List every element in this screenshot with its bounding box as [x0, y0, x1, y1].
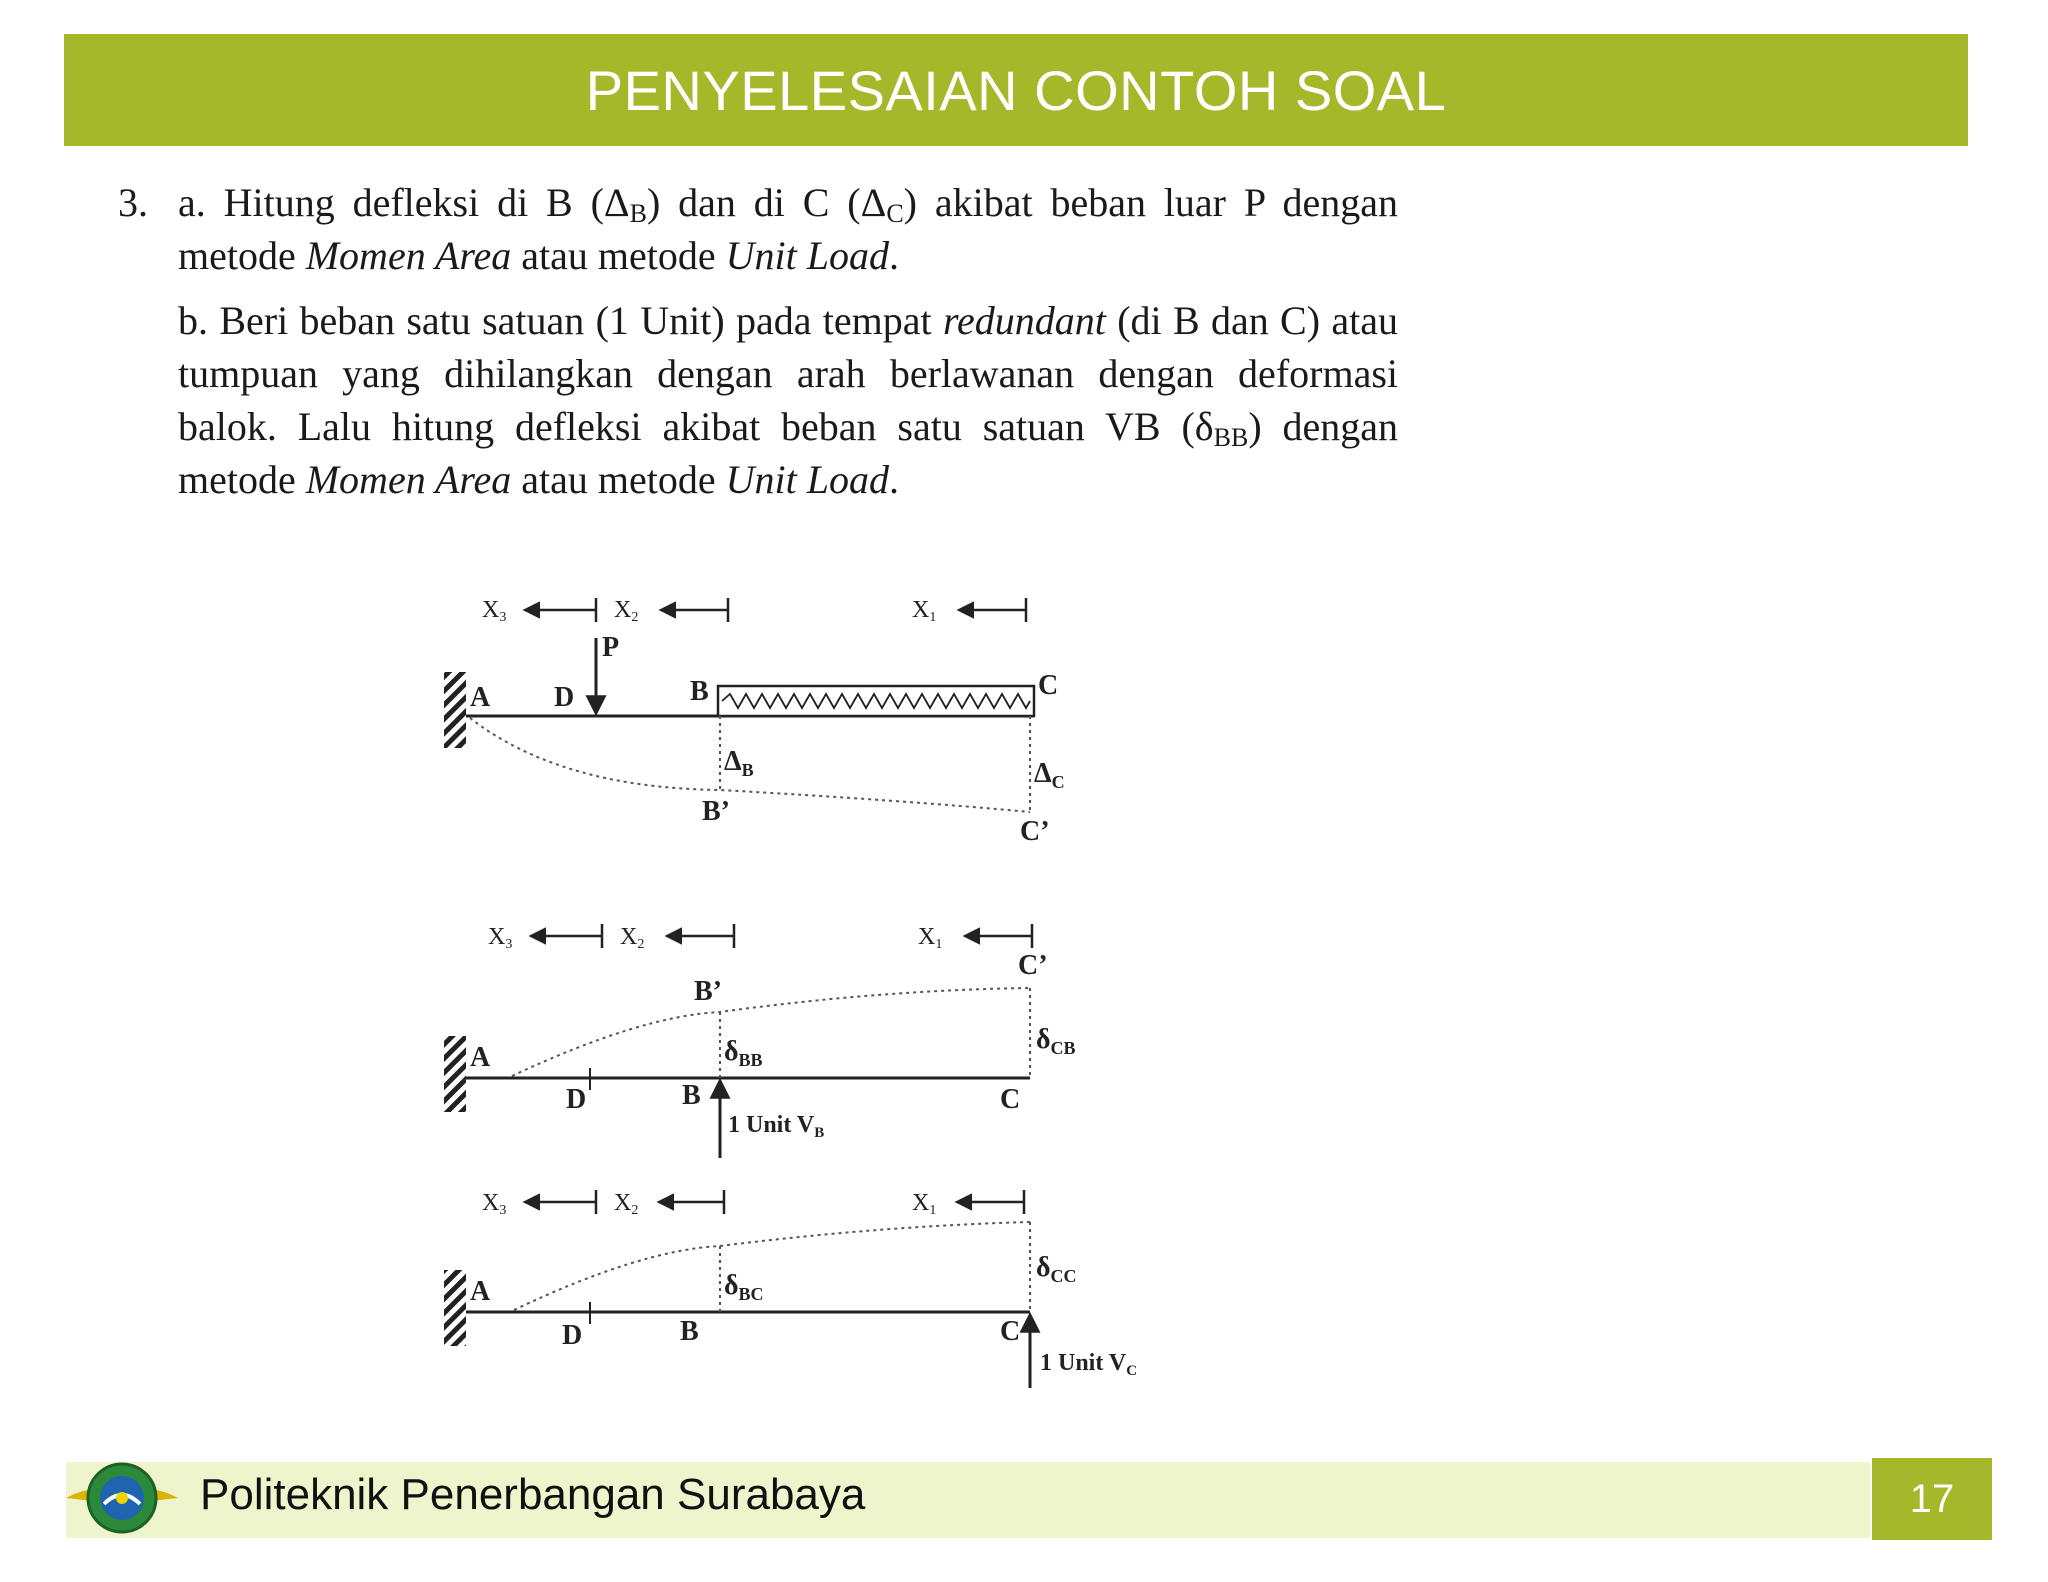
- label-P: P: [602, 632, 620, 663]
- label-Cprime1: C’: [1020, 816, 1050, 847]
- label-delta-BB: $\delta_{BB}$: [724, 1036, 763, 1070]
- label-delta-CC: $\delta_{CC}$: [1036, 1252, 1077, 1286]
- deflected-shape-3: [514, 1222, 1030, 1310]
- question-text: [118, 176, 1398, 506]
- diagram-unit-load-C: [444, 1190, 1137, 1388]
- label-unit-VB: 1 Unit $V_B$: [728, 1112, 825, 1141]
- label-A1: A: [470, 682, 491, 713]
- question-number: 3.: [118, 180, 148, 225]
- svg-text:X2: X2: [614, 1190, 639, 1218]
- label-delta-CB: $\delta_{CB}$: [1036, 1024, 1076, 1058]
- page-number-box: [1872, 1458, 1992, 1540]
- svg-text:X3: X3: [482, 1190, 507, 1218]
- part-a: a. Hitung defleksi di B $(\Delta_B)$ dan di C $(\Delta_C)$ akibat beban luar P dengan metode Momen Area atau metode Unit Load.: [178, 180, 1398, 278]
- svg-text:X2: X2: [614, 597, 639, 625]
- page-title: PENYELESAIAN CONTOH SOAL: [585, 58, 1447, 122]
- svg-text:X3: X3: [488, 924, 513, 952]
- svg-text:X1: X1: [918, 924, 943, 952]
- svg-text:X1: X1: [912, 597, 937, 625]
- label-C2: C: [1000, 1084, 1021, 1115]
- institution-logo: [64, 1448, 180, 1548]
- label-Cprime2: C’: [1018, 950, 1048, 981]
- label-A3: A: [470, 1276, 491, 1307]
- label-B1: B: [690, 676, 709, 707]
- institution-name: Politeknik Penerbangan Surabaya: [200, 1470, 866, 1519]
- label-B3: B: [680, 1316, 699, 1347]
- title-bar: [64, 34, 1968, 146]
- logo-emblem-icon: [64, 1448, 180, 1548]
- fixed-support-2: [444, 1036, 466, 1112]
- svg-text:X1: X1: [912, 1190, 937, 1218]
- footer-bar: [66, 1462, 1870, 1538]
- label-A2: A: [470, 1042, 491, 1073]
- fixed-support-1: [444, 672, 466, 748]
- svg-text:X2: X2: [620, 924, 645, 952]
- part-b: b. Beri beban satu satuan (1 Unit) pada tempat redundant (di B dan C) atau tumpuan yang dihilangkan dengan arah berlawanan dengan deformasi balok. Lalu hitung defleksi akibat beban satu satuan VB $(\delta_{BB})$ dengan metode Momen Area atau metode Unit Load.: [178, 298, 1398, 502]
- svg-text:X3: X3: [482, 597, 507, 625]
- diagram-unit-load-B: [444, 924, 1076, 1158]
- axis-markers-2: [488, 924, 1032, 952]
- diagram-external-load: [444, 597, 1065, 847]
- label-C1: C: [1038, 670, 1059, 701]
- label-C3: C: [1000, 1316, 1021, 1347]
- fixed-support-3: [444, 1270, 466, 1346]
- axis-markers-3: [482, 1190, 1024, 1218]
- question-item: [118, 176, 1398, 506]
- label-Bprime2: B’: [694, 976, 722, 1007]
- axis-markers-1: [482, 597, 1026, 625]
- question-body: [178, 176, 1398, 506]
- label-delta-B: $\Delta_B$: [724, 746, 754, 780]
- label-D3: D: [562, 1320, 583, 1351]
- label-delta-C: $\Delta_C$: [1034, 758, 1065, 792]
- label-B2: B: [682, 1080, 701, 1111]
- beam-diagrams-svg: [420, 586, 1180, 1406]
- label-unit-VC: 1 Unit $V_C$: [1040, 1350, 1138, 1379]
- beam-diagrams: [420, 586, 1180, 1406]
- label-delta-BC: $\delta_{BC}$: [724, 1270, 764, 1304]
- deflected-shape-2: [512, 988, 1030, 1076]
- label-Bprime1: B’: [702, 796, 730, 827]
- page-number: 17: [1909, 1476, 1955, 1521]
- label-D2: D: [566, 1084, 587, 1115]
- label-D1: D: [554, 682, 575, 713]
